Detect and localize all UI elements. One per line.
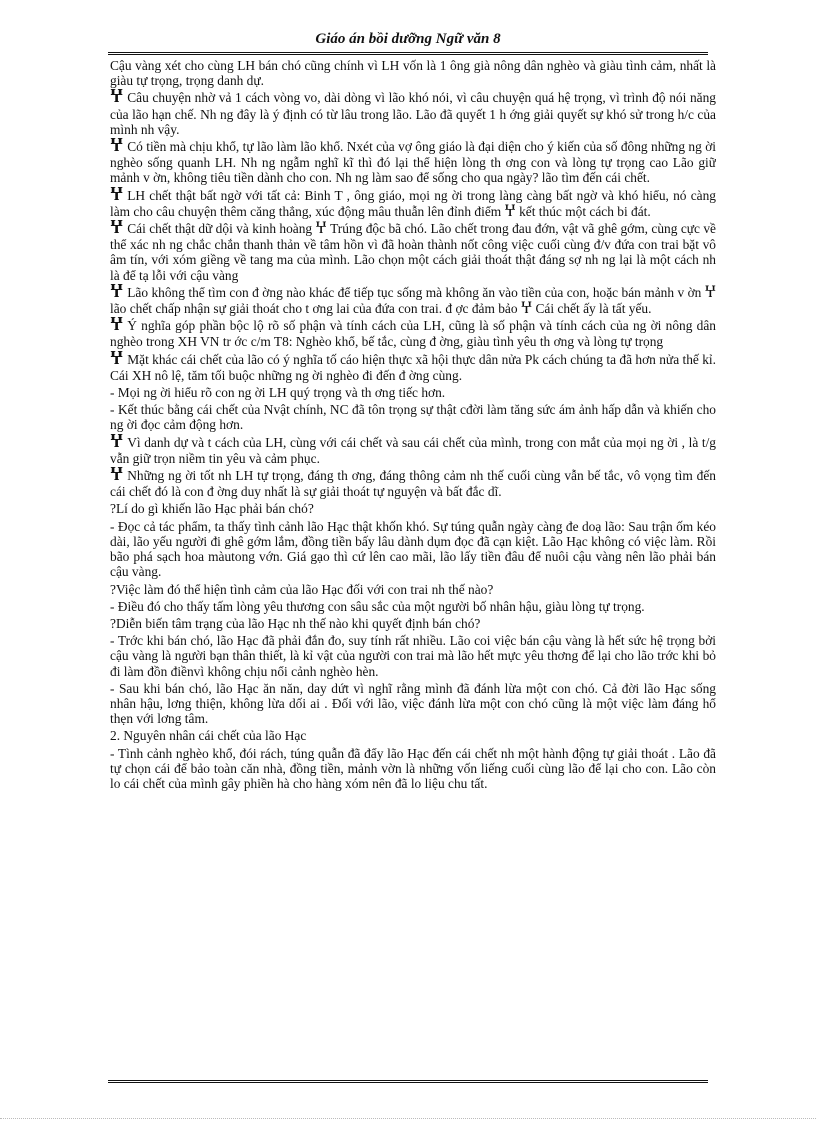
paragraph-text: - Tình cảnh nghèo khổ, đói rách, túng quẫn đã đẩy lão Hạc đến cái chết nh một hành động tự giải thoát . Lão đã tự chọn cái để bảo toàn căn nhà, đồng tiền, mảnh vờn là những vốn liếng cuối cùng lão để lại cho con. Lão còn lo cái chết của mình gây phiền hà cho hàng xóm nên đã lo liệu chu tất. — [110, 745, 716, 791]
paragraph-text: ?Diễn biến tâm trạng của lão Hạc nh thế nào khi quyết định bán chó? — [110, 615, 481, 631]
paragraph — [110, 385, 716, 400]
paragraph-text: Lão không thể tìm con đ ờng nào khác để tiếp tục sống mà không ăn vào tiền của con, hoặc bán mảnh v ờn Ⴤ lão chết chấp nhận sự giải thoát cho t ơng lai của đứa con trai. đ ợc đảm bảo Ⴤ Cái chết ấy là tất yếu. — [110, 284, 716, 317]
paragraph — [110, 519, 716, 580]
paragraph — [110, 728, 716, 743]
paragraph-text: - Điều đó cho thấy tấm lòng yêu thương con sâu sắc của một người bố nhân hậu, giàu lòng tự trọng. — [110, 598, 645, 614]
paragraph-text: ?Việc làm đó thể hiện tình cảm của lão Hạc đối với con trai nh thế nào? — [110, 581, 494, 597]
paragraph-text: Những ng ời tốt nh LH tự trọng, đáng th ơng, đáng thông cảm nh thế cuối cùng vẫn bế tắc, vô vọng tìm đến cái chết đó là con đ ờng duy nhất là sự giải thoát tự nguyện và bất đắc dĩ. — [110, 468, 716, 500]
arrow-bullet-icon: Ⴤ — [110, 434, 124, 451]
paragraph-text: Cái chết thật dữ dội và kinh hoàng Ⴤ Trúng độc bã chó. Lão chết trong đau đớn, vật vã ghê gớm, cùng cực về thể xác nh ng chắc chắn thanh thản về tâm hồn vì đã hoàn thành nốt công việc cuối cùng đ/v đứa con trai bặt vô âm tín, với xóm giềng về tang ma của mình. Lão chọn một cách giải thoát thật đáng sợ nh ng lại là một cách nh là để tạ lỗi với cậu vàng — [110, 221, 716, 283]
paragraph-text: Mặt khác cái chết của lão có ý nghĩa tố cáo hiện thực xã hội thực dân nửa Pk cách chúng ta đã hơn nửa thế kỉ. Cái XH nô lệ, tăm tối buộc những ng ời nghèo đi đến đ ờng cùng. — [110, 351, 716, 383]
arrow-bullet-icon: Ⴤ — [110, 90, 124, 107]
paragraph — [110, 633, 716, 679]
paragraph-text: Vì danh dự và t cách của LH, cùng với cái chết và sau cái chết của mình, trong con mắt của mọi ng ời , là t/g vẫn giữ trọn niềm tin yêu và cảm phục. — [110, 434, 716, 466]
paragraph — [110, 285, 716, 316]
paragraph — [110, 468, 716, 499]
paragraph — [110, 402, 716, 432]
paragraph-text: 2. Nguyên nhân cái chết của lão Hạc — [110, 728, 307, 744]
paragraph — [110, 58, 716, 88]
paragraph-text: - Sau khi bán chó, lão Hạc ăn năn, day dứt vì nghĩ rằng mình đã đánh lừa một con chó. Cả đời lão Hạc sống nhân hậu, lơng thiện, không lừa dối ai . Đối với lão, việc đánh lừa một con chó cũng là một việc làm đáng hổ thẹn với lơng tâm. — [110, 680, 716, 727]
paragraph-text: LH chết thật bất ngờ với tất cả: Binh T , ông giáo, mọi ng ời trong làng càng bất ngờ và khó hiểu, nó càng làm cho câu chuyện thêm căng thẳng, xúc động mâu thuẫn lên đỉnh điểm Ⴤ kết thúc một cách bi đát. — [110, 187, 716, 219]
header-rule — [108, 52, 708, 55]
paragraph — [110, 501, 716, 516]
footer-rule — [108, 1080, 708, 1083]
arrow-bullet-icon: Ⴤ — [110, 139, 124, 156]
document-body — [110, 58, 716, 1068]
paragraph — [110, 746, 716, 792]
paragraph — [110, 139, 716, 186]
page-edge — [0, 1118, 816, 1119]
paragraph-text: - Đọc cả tác phẩm, ta thấy tình cảnh lão Hạc thật khốn khó. Sự túng quẫn ngày càng đe doạ lão: Sau trận ốm kéo dài, lão yếu người đi ghê gớm lắm, đồng tiền bấy lâu dành dụm đọc đã cạn kiệt. Lão Hạc không có việc làm. Rồi bão phá sạch hoa màutong vớn. Giá gạo thì cứ lên cao mãi, lão lấy tiền đâu để nuôi cậu vàng nên lão phải bán cậu vàng. — [110, 518, 716, 580]
arrow-bullet-icon: Ⴤ — [110, 351, 124, 368]
arrow-bullet-icon: Ⴤ — [110, 318, 124, 335]
paragraph-text: Ý nghĩa góp phần bộc lộ rõ số phận và tính cách của LH, cũng là số phận và tính cách của ng ời nông dân nghèo trong XH VN tr ớc c/m T8: Nghèo khổ, bế tắc, cùng đ ờng, giàu tình yêu th ơng và lòng tự trọng — [110, 318, 716, 350]
paragraph — [110, 318, 716, 349]
paragraph-text: Câu chuyện nhờ vả 1 cách vòng vo, dài dòng vì lão khó nói, vì câu chuyện quá hệ trọng, vì trình độ nói năng của lão hạn chế. Nh ng đây là ý định có từ lâu trong lão. Lão đã quyết 1 h ớng giải quyết sự khó sử trong h/c của mình nh vậy. — [110, 90, 716, 137]
paragraph — [110, 352, 716, 383]
page-header: Giáo án bồi dưỡng Ngữ văn 8 — [315, 31, 501, 47]
paragraph — [110, 90, 716, 137]
paragraph-text: Cậu vàng xét cho cùng LH bán chó cũng chính vì LH vốn là 1 ông già nông dân nghèo và giàu tình cảm, nhất là giàu tự trọng, trọng danh dự. — [110, 58, 716, 89]
arrow-bullet-icon: Ⴤ — [110, 187, 124, 204]
paragraph — [110, 435, 716, 466]
paragraph-text: - Kết thúc bằng cái chết của Nvật chính, NC đã tôn trọng sự thật cđời làm tăng sức ám ảnh hấp dẫn và khiến cho ng ời đọc cảm động hơn. — [110, 402, 716, 433]
paragraph — [110, 582, 716, 597]
arrow-bullet-icon: Ⴤ — [110, 468, 124, 485]
arrow-bullet-icon: Ⴤ — [110, 221, 124, 238]
paragraph — [110, 616, 716, 631]
paragraph — [110, 221, 716, 283]
paragraph-text: - Mọi ng ời hiểu rõ con ng ời LH quý trọng và th ơng tiếc hơn. — [110, 385, 446, 401]
paragraph — [110, 599, 716, 614]
paragraph — [110, 188, 716, 219]
paragraph — [110, 681, 716, 727]
paragraph-text: - Trớc khi bán chó, lão Hạc đã phải đắn đo, suy tính rất nhiều. Lão coi việc bán cậu vàng là hết sức hệ trọng bởi cậu vàng là người bạn thân thiết, là kỉ vật của người con trai mà lão hết mực yêu thơng để lại cho lão trớc khi bỏ đi làm đồn điềnvì không chịu nổi cảnh nghèo hèn. — [110, 633, 716, 679]
paragraph-text: ?Lí do gì khiến lão Hạc phải bán chó? — [110, 501, 314, 517]
paragraph-text: Có tiền mà chịu khổ, tự lão làm lão khổ. Nxét của vợ ông giáo là đại diện cho ý kiến của số đông những ng ời nghèo sống quanh LH. Nh ng ngẫm nghĩ kĩ thì đó lại thể hiện lòng th ơng con và lòng tự trọng cao Lão giữ mảnh v ờn, không tiêu tiền dành cho con. Nh ng làm sao để sống cho qua ngày? lão tìm đến cái chết. — [110, 139, 716, 186]
arrow-bullet-icon: Ⴤ — [110, 284, 124, 301]
